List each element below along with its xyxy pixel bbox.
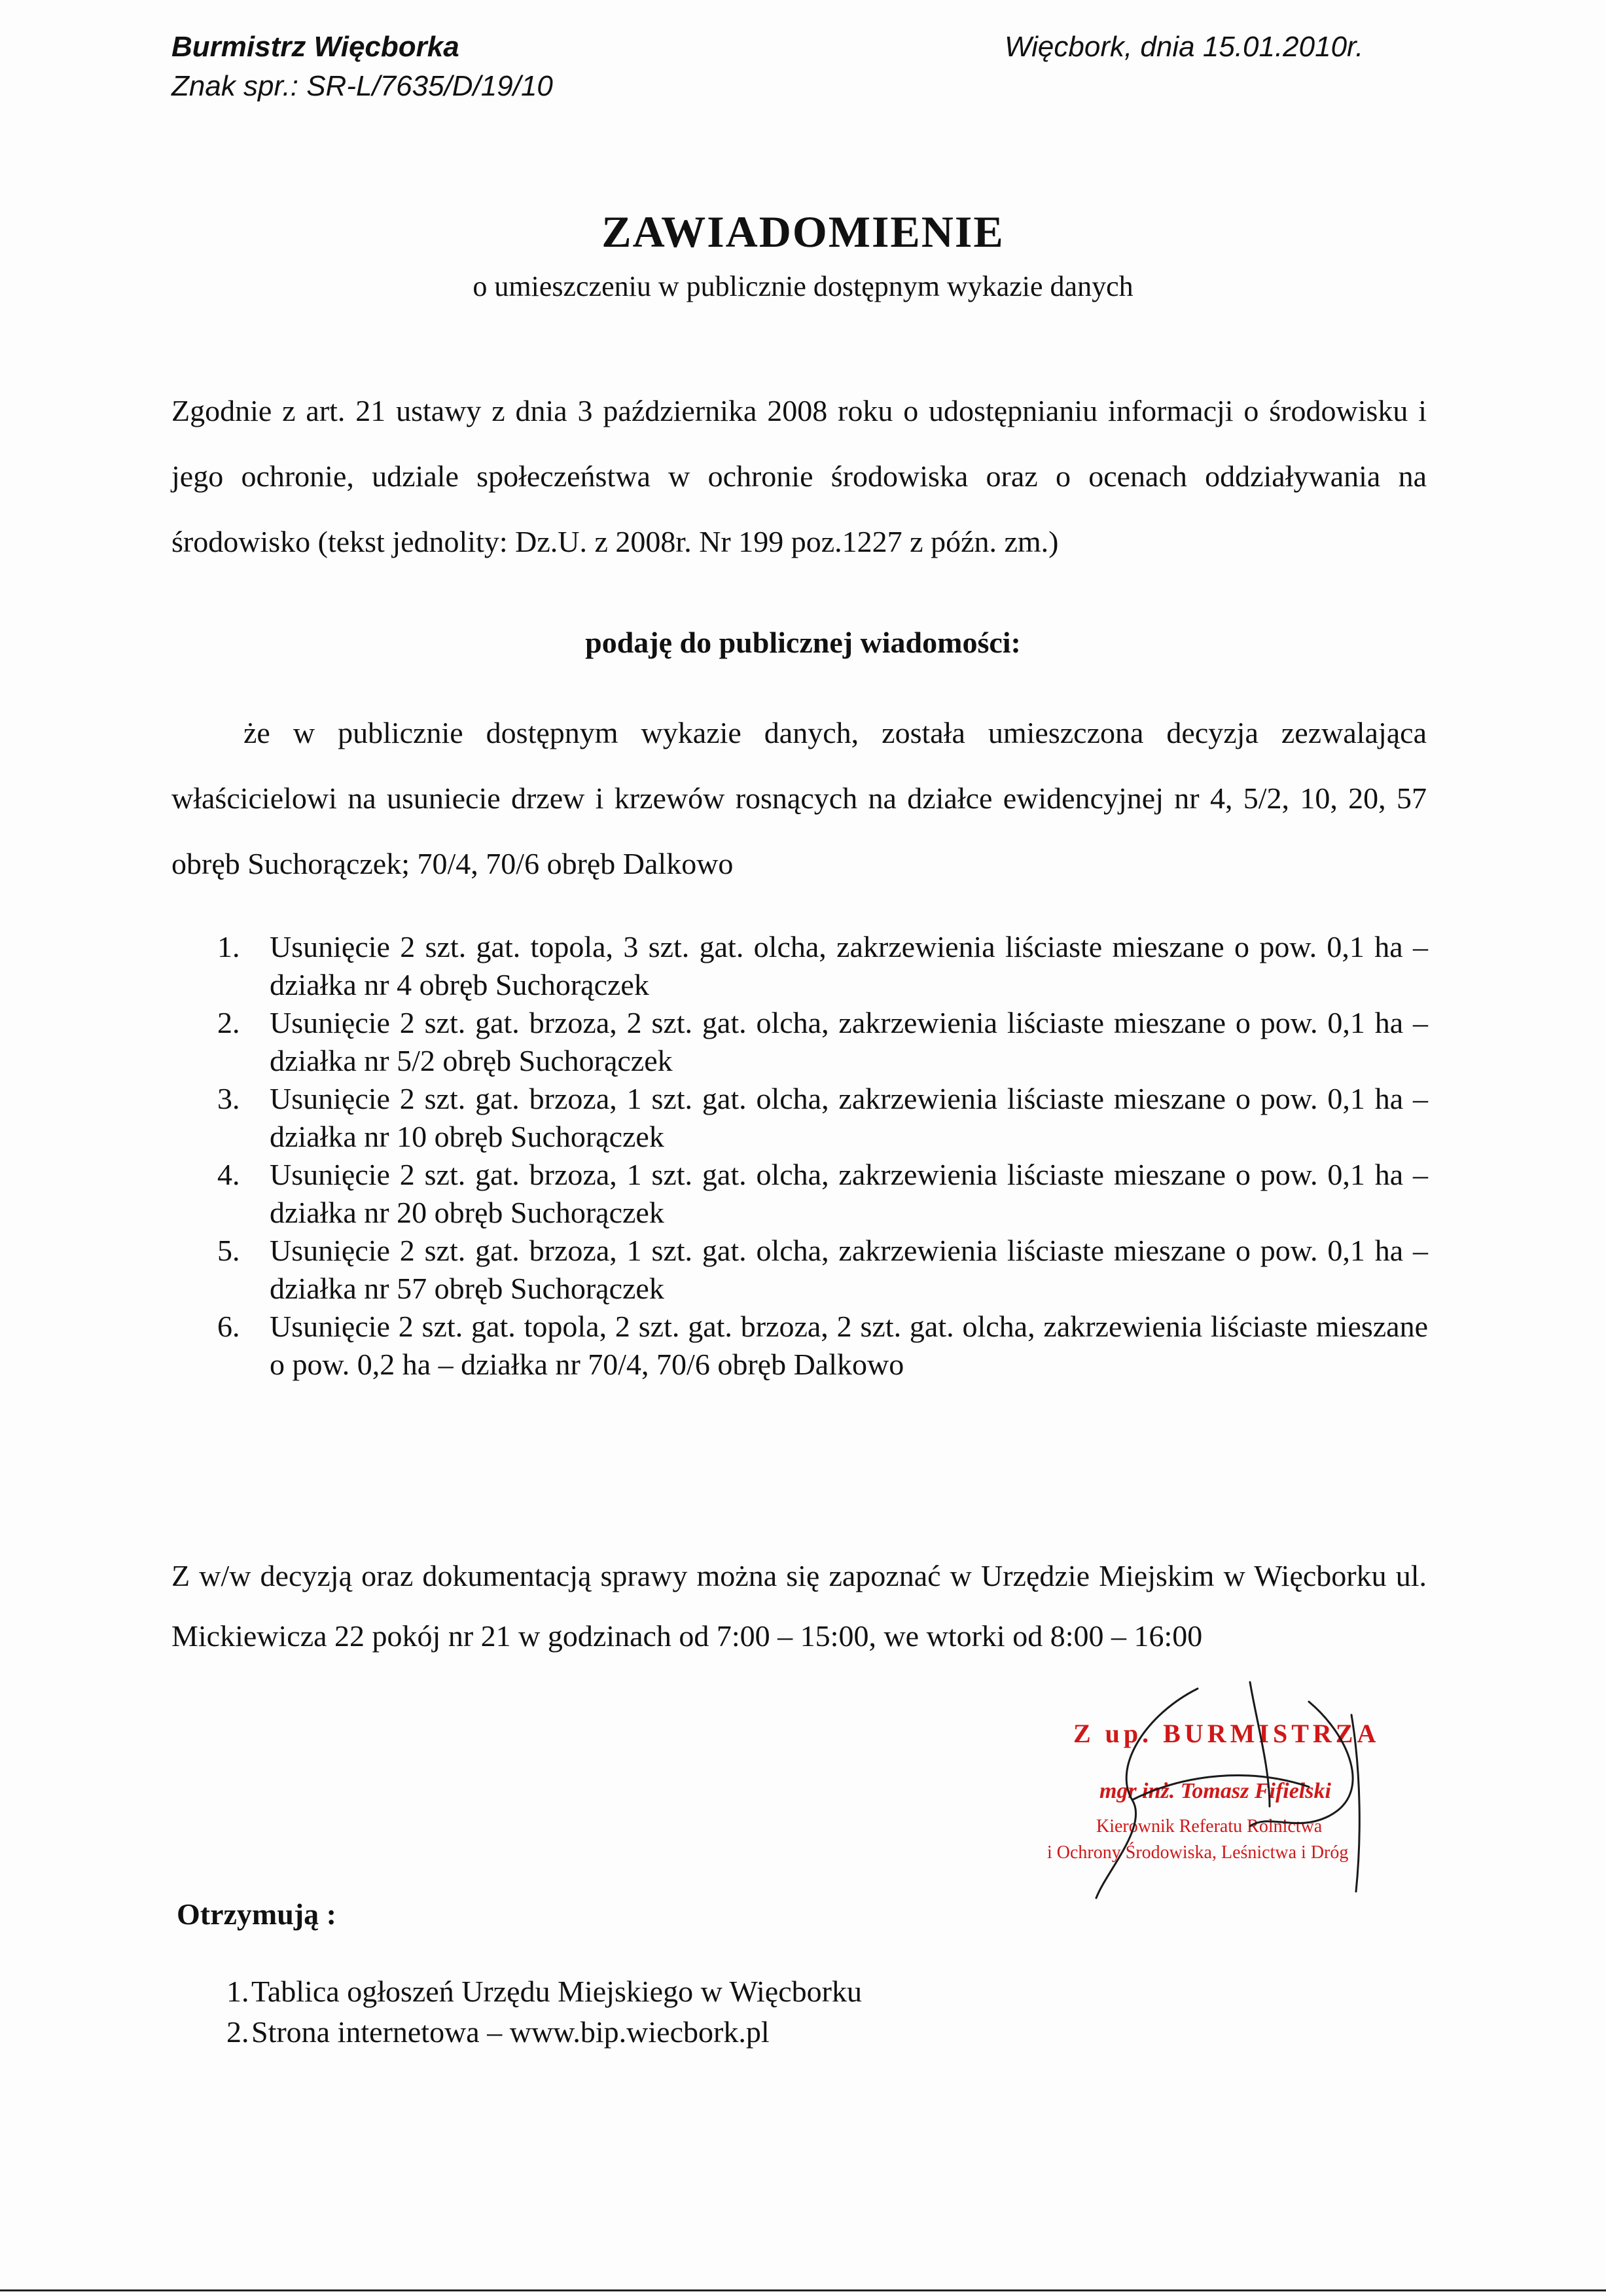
item-number: 5. xyxy=(217,1234,240,1267)
contact-paragraph: Z w/w decyzją oraz dokumentacją sprawy można się zapoznać w Urzędzie Miejskim w Więcborku ul. Mickiewicza 22 pokój nr 21 w godzinach od 7:00 – 15:00, we wtorki od 8:00 – 16:00 xyxy=(171,1559,1427,1653)
stamp-name: mgr inż. Tomasz Fifielski xyxy=(1099,1779,1331,1803)
recipients-heading: Otrzymują : xyxy=(177,1897,336,1931)
item-number: 1. xyxy=(217,930,240,963)
item-text: Usunięcie 2 szt. gat. brzoza, 2 szt. gat. olcha, zakrzewienia liściaste mieszane o pow. 0,1 ha – działka nr 5/2 obręb Suchorączek xyxy=(270,1006,1428,1077)
list-item xyxy=(211,1080,1428,1156)
header-left xyxy=(171,27,553,106)
place-and-date: Więcbork, dnia 15.01.2010r. xyxy=(1005,31,1364,63)
item-number: 6. xyxy=(217,1310,240,1343)
stamp-department: i Ochrony Środowiska, Leśnictwa i Dróg xyxy=(1047,1842,1349,1863)
legal-basis-paragraph: Zgodnie z art. 21 ustawy z dnia 3 października 2008 roku o udostępnianiu informacji o środowisku i jego ochronie, udziale społeczeństwa w ochronie środowiska oraz o ocenach oddziaływania na środowisko (tekst jednolity: Dz.U. z 2008r. Nr 199 poz.1227 z późn. zm.) xyxy=(171,394,1427,558)
item-text: Usunięcie 2 szt. gat. brzoza, 1 szt. gat. olcha, zakrzewienia liściaste mieszane o pow. 0,1 ha – działka nr 57 obręb Suchorączek xyxy=(270,1234,1428,1305)
list-item xyxy=(211,1308,1428,1384)
item-number: 2. xyxy=(226,2015,249,2049)
recipient-text: Tablica ogłoszeń Urzędu Miejskiego w Więcborku xyxy=(251,1975,862,2008)
stamp-title: Z up. BURMISTRZA xyxy=(1073,1719,1380,1748)
item-text: Usunięcie 2 szt. gat. topola, 2 szt. gat. brzoza, 2 szt. gat. olcha, zakrzewienia liściaste mieszane o pow. 0,2 ha – działka nr 70/4, 70/6 obręb Dalkowo xyxy=(270,1310,1428,1381)
decision-paragraph: że w publicznie dostępnym wykazie danych, została umieszczona decyzja zezwalająca właścicielowi na usuniecie drzew i krzewów rosnących na działce ewidencyjnej nr 4, 5/2, 10, 20, 57 obręb Suchorączek; 70/4, 70/6 obręb Dalkowo xyxy=(171,716,1427,880)
removal-items-list xyxy=(211,928,1428,1384)
issuing-office: Burmistrz Więcborka xyxy=(171,31,459,63)
list-item xyxy=(211,1156,1428,1232)
recipient-text: Strona internetowa – www.bip.wiecbork.pl xyxy=(251,2015,770,2049)
reference-number: Znak spr.: SR-L/7635/D/19/10 xyxy=(171,70,553,102)
item-number: 4. xyxy=(217,1158,240,1191)
list-item xyxy=(211,928,1428,1004)
stamp-position: Kierownik Referatu Rolnictwa xyxy=(1096,1816,1323,1837)
announcement-heading: podaję do publicznej wiadomości: xyxy=(585,626,1021,659)
list-item xyxy=(226,1971,862,2012)
list-item xyxy=(211,1232,1428,1308)
document-subtitle: o umieszczeniu w publicznie dostępnym wykazie danych xyxy=(473,270,1133,302)
document-title: ZAWIADOMIENIE xyxy=(601,207,1005,257)
list-item xyxy=(211,1004,1428,1080)
scan-edge-line xyxy=(0,2289,1606,2291)
item-number: 3. xyxy=(217,1082,240,1115)
list-item xyxy=(226,2012,862,2053)
handwritten-signature xyxy=(1034,1676,1440,1911)
recipients-list xyxy=(226,1971,862,2053)
item-number: 2. xyxy=(217,1006,240,1039)
item-text: Usunięcie 2 szt. gat. brzoza, 1 szt. gat. olcha, zakrzewienia liściaste mieszane o pow. 0,1 ha – działka nr 20 obręb Suchorączek xyxy=(270,1158,1428,1229)
item-number: 1. xyxy=(226,1975,249,2008)
item-text: Usunięcie 2 szt. gat. brzoza, 1 szt. gat. olcha, zakrzewienia liściaste mieszane o pow. 0,1 ha – działka nr 10 obręb Suchorączek xyxy=(270,1082,1428,1153)
item-text: Usunięcie 2 szt. gat. topola, 3 szt. gat. olcha, zakrzewienia liściaste mieszane o pow. 0,1 ha – działka nr 4 obręb Suchorączek xyxy=(270,930,1428,1001)
